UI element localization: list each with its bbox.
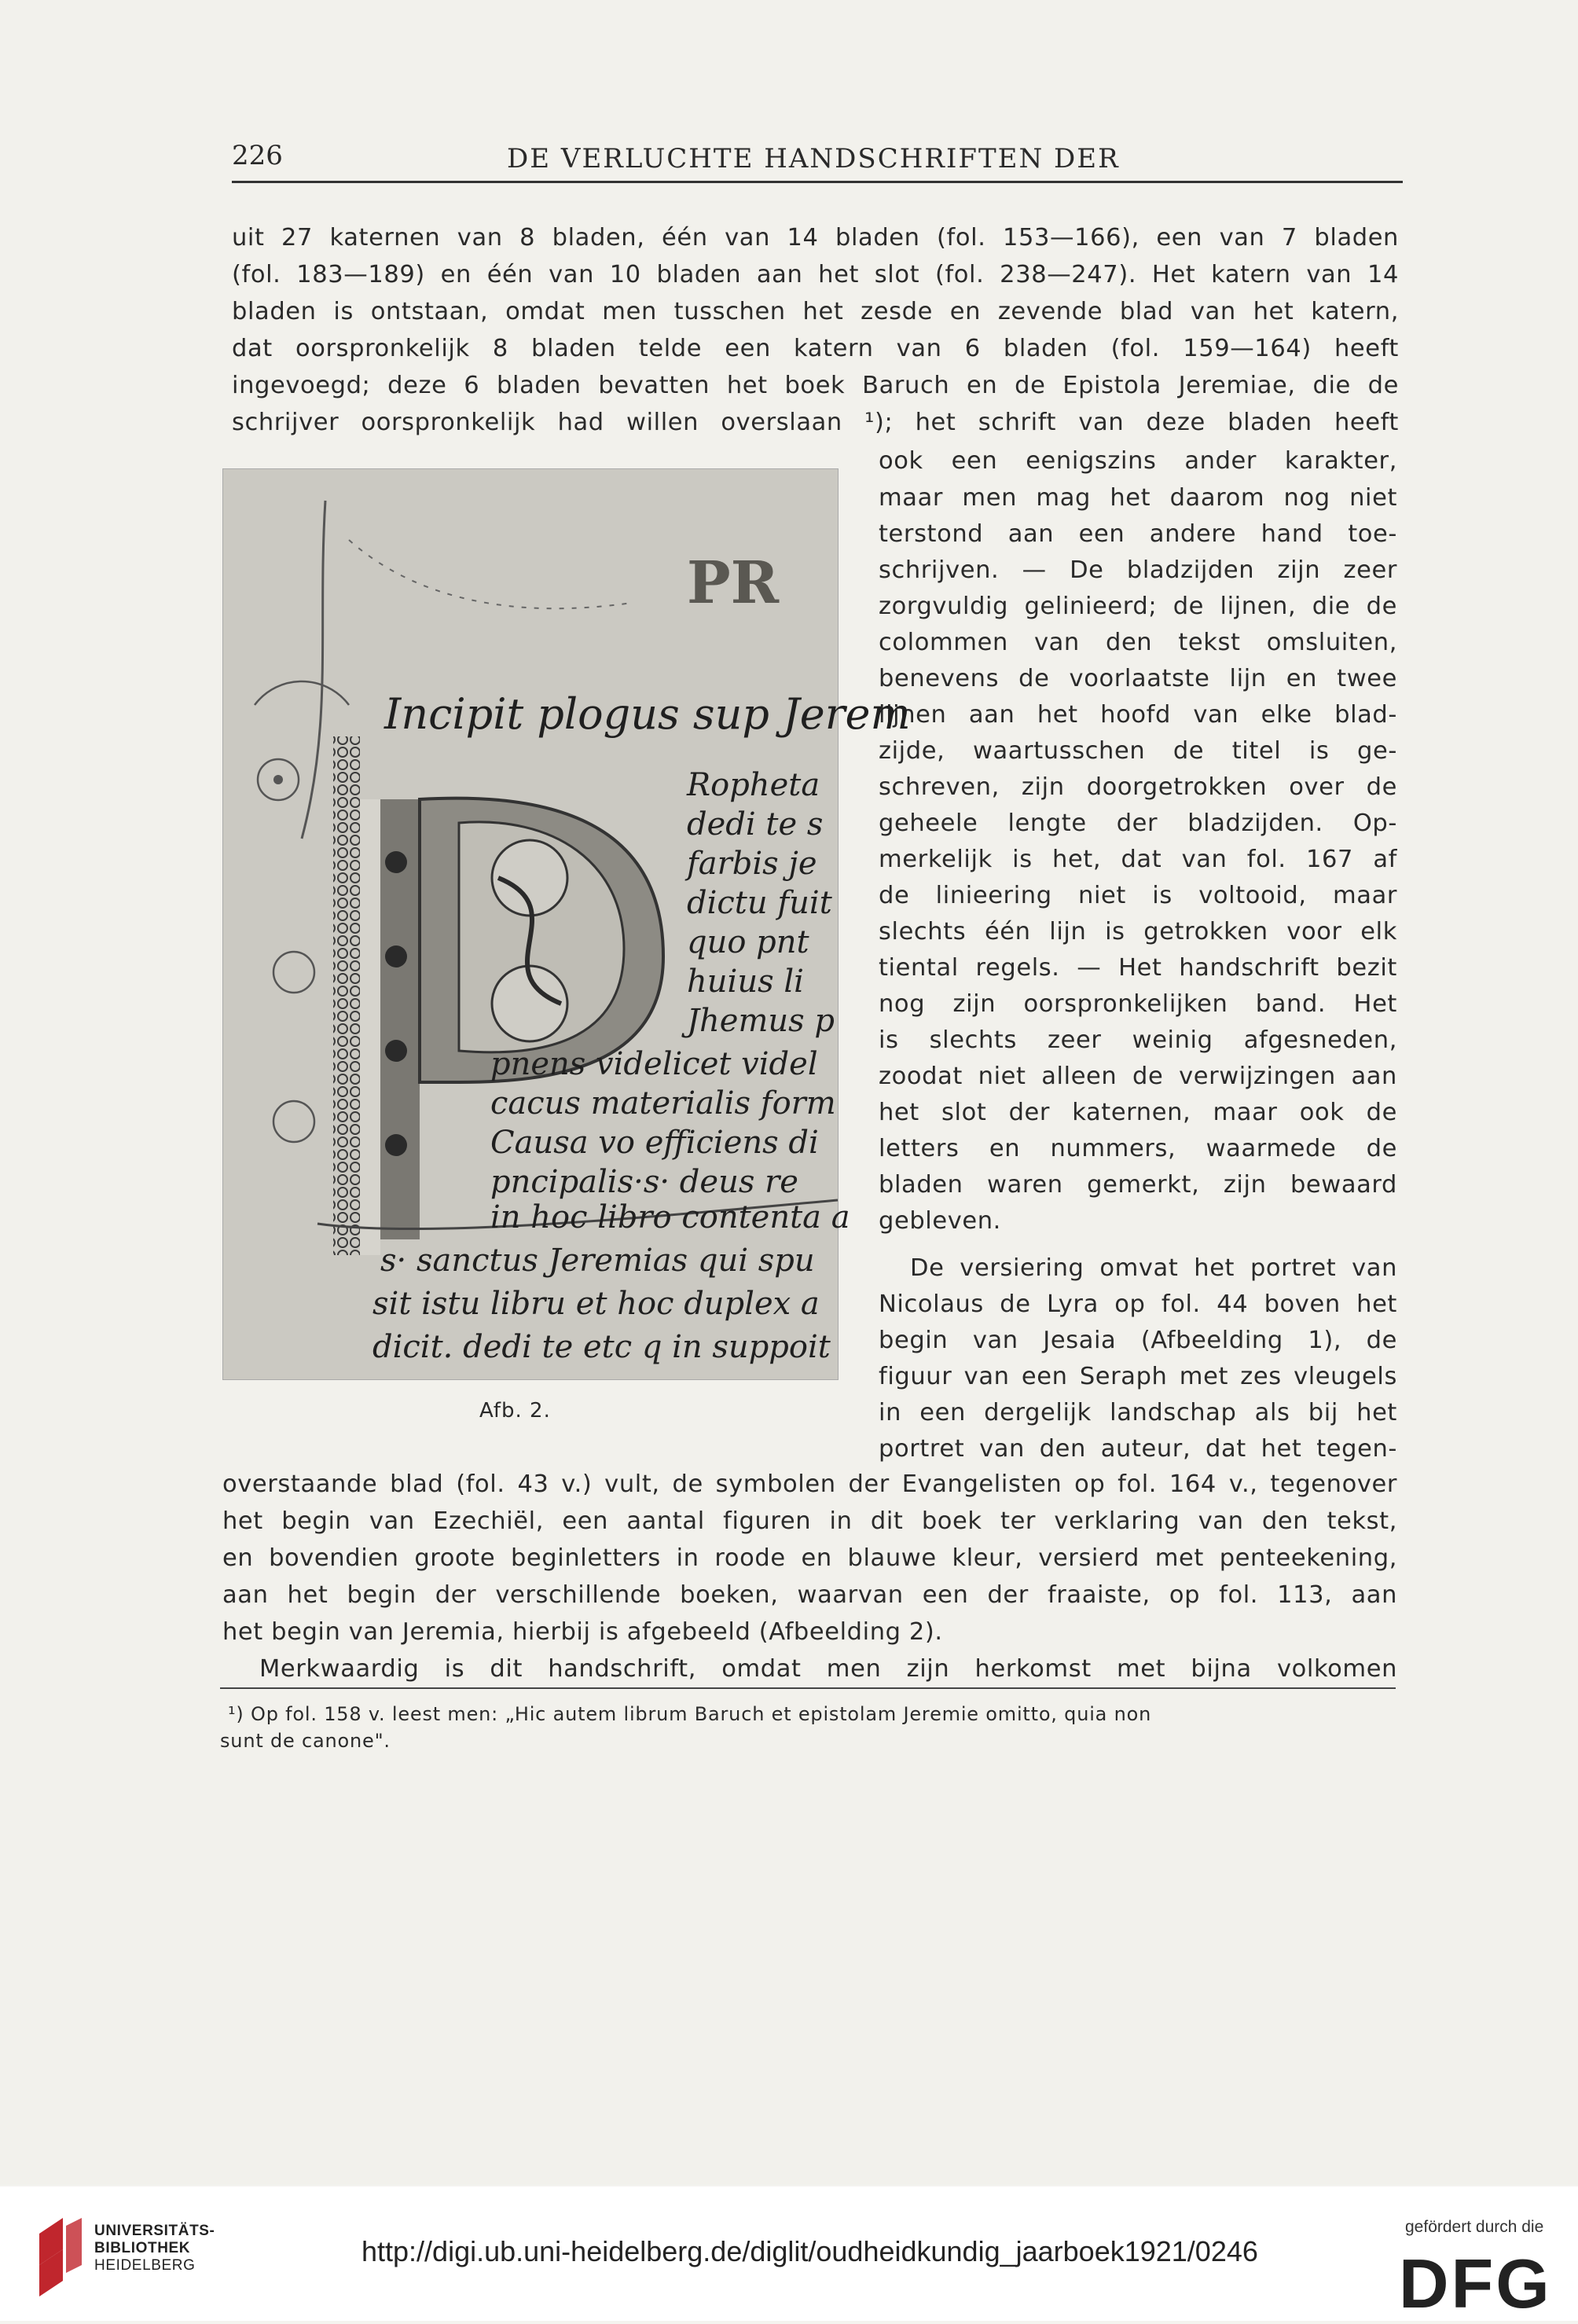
library-name: [94, 2223, 215, 2274]
body-line: aan het begin der verschillende boeken, waarvan een der fraaiste, op fol. 113, aan: [222, 1581, 1397, 1609]
manuscript-line: Ropheta: [687, 767, 820, 803]
column-line: het slot der katernen, maar ook de: [879, 1099, 1397, 1126]
manuscript-line: dicit. dedi te etc q in suppoit: [372, 1329, 831, 1365]
column-line: is slechts zeer weinig afgesneden,: [879, 1026, 1397, 1054]
page-number: 226: [232, 140, 283, 171]
column-line: schrijven. — De bladzijden zijn zeer: [879, 556, 1397, 584]
running-title: DE VERLUCHTE HANDSCHRIFTEN DER: [507, 143, 1120, 174]
body-line: het begin van Ezechiël, een aantal figuren in dit boek ter verklaring van den tekst,: [222, 1507, 1397, 1535]
manuscript-heading: PR: [687, 549, 780, 617]
body-line: en bovendien groote beginletters in roode en blauwe kleur, versierd met penteekening,: [222, 1544, 1397, 1572]
header-rule: [232, 181, 1403, 183]
funding-caption: gefördert durch die: [1405, 2218, 1544, 2236]
university-library-logo-icon: [31, 2218, 86, 2296]
column-line: nog zijn oorspronkelijken band. Het: [879, 990, 1397, 1018]
body-line: ingevoegd; deze 6 bladen bevatten het boek Baruch en de Epistola Jeremiae, die de: [232, 372, 1399, 399]
column-line: terstond aan een andere hand toe-: [879, 520, 1397, 548]
manuscript-figure: [222, 468, 911, 1380]
running-header: [232, 140, 1403, 187]
figure-caption: Afb. 2.: [479, 1399, 551, 1423]
manuscript-line: pncipalis·s· deus re: [490, 1164, 798, 1200]
manuscript-line: Incipit plogus sup Jerem: [384, 689, 911, 739]
library-name-line: UNIVERSITÄTS-: [94, 2223, 215, 2239]
column-line: zoodat niet alleen de verwijzingen aan: [879, 1063, 1397, 1090]
column-line: merkelijk is het, dat van fol. 167 af: [879, 846, 1397, 873]
paragraph-start-line: De versiering omvat het portret van: [910, 1254, 1397, 1282]
column-line: zorgvuldig gelinieerd; de lijnen, die de: [879, 593, 1397, 620]
column-line: geheele lengte der bladzijden. Op-: [879, 810, 1397, 837]
body-line: bladen is ontstaan, omdat men tusschen het zesde en zevende blad van het katern,: [232, 298, 1399, 325]
column-line: benevens de voorlaatste lijn en twee: [879, 665, 1397, 692]
column-line: maar men mag het daarom nog niet: [879, 484, 1397, 512]
column-line: zijde, waartusschen de titel is ge-: [879, 737, 1397, 765]
column-line: Nicolaus de Lyra op fol. 44 boven het: [879, 1290, 1397, 1318]
body-line: (fol. 183—189) en één van 10 bladen aan het slot (fol. 238—247). Het katern van 14: [232, 261, 1399, 288]
manuscript-line: quo pnt: [687, 924, 809, 960]
column-line: bladen waren gemerkt, zijn bewaard: [879, 1171, 1397, 1199]
body-line: schrijver oorspronkelijk had willen overslaan ¹); het schrift van deze bladen heeft: [232, 409, 1399, 436]
manuscript-line: huius li: [687, 964, 804, 1000]
footnote-rule: [220, 1687, 1396, 1689]
column-line: slechts één lijn is getrokken voor elk: [879, 918, 1397, 945]
column-line: ook een eenigszins ander karakter,: [879, 447, 1397, 475]
column-line: letters en nummers, waarmede de: [879, 1135, 1397, 1162]
manuscript-line: s· sanctus Jeremias qui spu: [380, 1243, 815, 1279]
column-line: colommen van den tekst omsluiten,: [879, 629, 1397, 656]
manuscript-line: farbis je: [687, 846, 817, 882]
dfg-logo: DFG: [1399, 2245, 1552, 2322]
column-line: in een dergelijk landschap als bij het: [879, 1399, 1397, 1426]
body-line: het begin van Jeremia, hierbij is afgebeeld (Afbeelding 2).: [222, 1618, 943, 1646]
column-line: gebleven.: [879, 1207, 1001, 1235]
column-line: figuur van een Seraph met zes vleugels: [879, 1363, 1397, 1390]
footnote-line: sunt de canone".: [220, 1730, 391, 1752]
illuminated-initial-image: [223, 469, 911, 1379]
body-line: uit 27 katernen van 8 bladen, één van 14 bladen (fol. 153—166), een van 7 bladen: [232, 224, 1399, 251]
footnote-line: ¹) Op fol. 158 v. leest men: „Hic autem librum Baruch et epistolam Jeremie omitto, quia non: [228, 1703, 1152, 1725]
body-line: overstaande blad (fol. 43 v.) vult, de symbolen der Evangelisten op fol. 164 v., tegenover: [222, 1470, 1397, 1498]
column-line: de linieering niet is voltooid, maar: [879, 882, 1397, 909]
column-line: portret van den auteur, dat het tegen-: [879, 1435, 1397, 1463]
manuscript-line: dedi te s: [687, 806, 824, 843]
body-line: dat oorspronkelijk 8 bladen telde een katern van 6 bladen (fol. 159—164) heeft: [232, 335, 1399, 362]
manuscript-line: dictu fuit: [687, 885, 832, 921]
column-line: begin van Jesaia (Afbeelding 1), de: [879, 1327, 1397, 1354]
library-name-line: BIBLIOTHEK: [94, 2240, 191, 2256]
permalink-url[interactable]: http://digi.ub.uni-heidelberg.de/diglit/oudheidkundig_jaarboek1921/0246: [361, 2235, 1258, 2267]
manuscript-line: cacus materialis form: [490, 1085, 836, 1122]
manuscript-line: Jhemus p: [687, 1003, 835, 1039]
column-line: schreven, zijn doorgetrokken over de: [879, 773, 1397, 801]
manuscript-line: sit istu libru et hoc duplex a: [372, 1286, 820, 1322]
manuscript-line: in hoc libro contenta a: [490, 1199, 850, 1235]
manuscript-line: Causa vo efficiens di: [490, 1125, 819, 1161]
paragraph-start-line: Merkwaardig is dit handschrift, omdat men zijn herkomst met bijna volkomen: [259, 1655, 1397, 1683]
column-line: tiental regels. — Het handschrift bezit: [879, 954, 1397, 982]
library-name-line: HEIDELBERG: [94, 2257, 196, 2274]
column-line: lijnen aan het hoofd van elke blad-: [879, 701, 1397, 729]
manuscript-line: pnens videlicet videl: [490, 1046, 818, 1082]
